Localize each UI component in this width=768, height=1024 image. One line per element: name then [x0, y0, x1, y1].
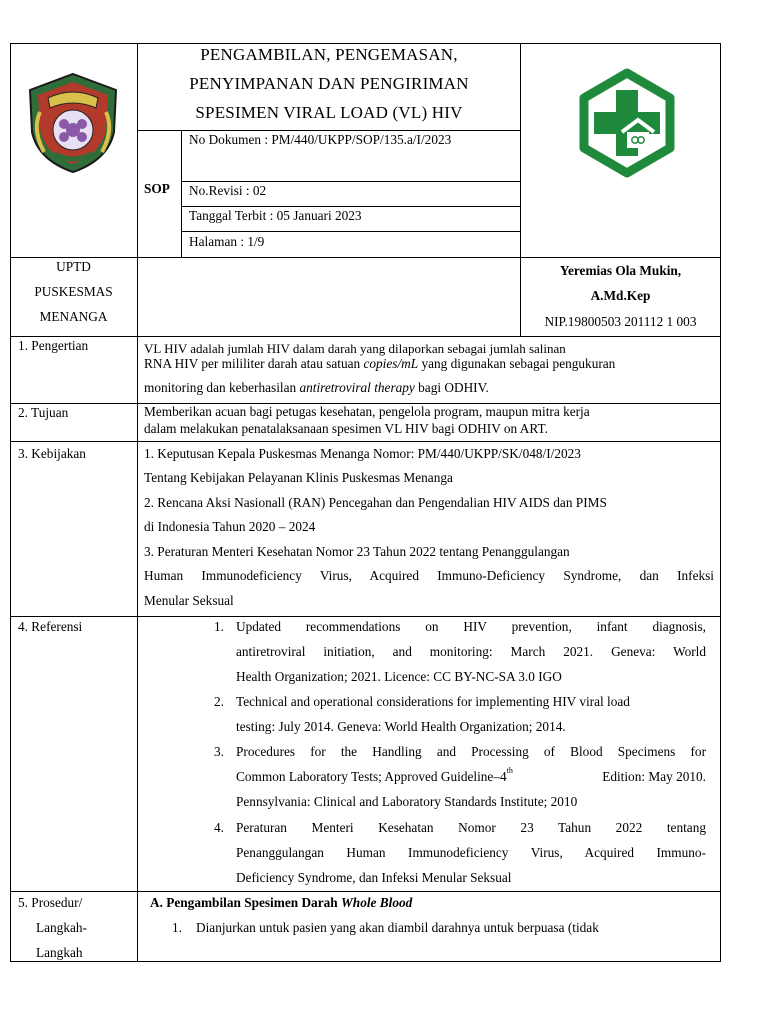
rev-row-rule: [181, 206, 521, 207]
title-bottom-rule: [137, 130, 521, 131]
prosedur-heading-a: A. Pengambilan Spesimen Darah Whole Blood: [150, 895, 413, 910]
label-pengertian: 1. Pengertian: [18, 338, 89, 353]
doc-title-line-2: PENYIMPANAN DAN PENGIRIMAN: [189, 74, 469, 93]
ref-3-line-3: Pennsylvania: Clinical and Laboratory Standards Institute; 2010: [236, 794, 578, 809]
referensi-bottom-rule: [10, 891, 721, 892]
table-border-left: [10, 43, 11, 962]
kebijakan-line-7: Menular Seksual: [144, 593, 234, 608]
regional-crest-logo: [18, 68, 128, 178]
ref-4-line-2: Penanggulangan Human Immunodeficiency Virus, Acquired Immuno-: [236, 845, 706, 860]
signatory-nip: NIP.19800503 201112 1 003: [544, 314, 697, 329]
org-line-puskesmas: PUSKESMAS: [34, 284, 113, 299]
ref-1-number: 1.: [214, 619, 224, 634]
kebijakan-bottom-rule: [10, 616, 721, 617]
sop-divider: [181, 130, 182, 258]
tujuan-line-2: dalam melakukan penatalaksanaan spesimen VL HIV bagi ODHIV on ART.: [144, 421, 548, 436]
ref-4-line-1: Peraturan Menteri Kesehatan Nomor 23 Tahun 2022 tentang: [236, 820, 706, 835]
header-bottom-rule: [10, 257, 721, 258]
ref-3-line-1: Procedures for the Handling and Processing of Blood Specimens for: [236, 744, 706, 759]
doc-title-line-1: PENGAMBILAN, PENGEMASAN,: [200, 45, 458, 64]
signatory-title: A.Md.Kep: [590, 288, 651, 303]
org-bottom-rule: [10, 336, 721, 337]
kebijakan-line-5: 3. Peraturan Menteri Kesehatan Nomor 23 Tahun 2022 tentang Penanggulangan: [144, 544, 570, 559]
prosedur-step-1-text: Dianjurkan untuk pasien yang akan diambil darahnya untuk berpuasa (tidak: [196, 920, 599, 935]
ref-1-line-1: Updated recommendations on HIV prevention, infant diagnosis,: [236, 619, 706, 634]
kebijakan-line-3: 2. Rencana Aksi Nasionall (RAN) Pencegahan dan Pengendalian HIV AIDS dan PIMS: [144, 495, 607, 510]
header-divider-right: [520, 43, 521, 258]
org-line-menanga: MENANGA: [39, 309, 108, 324]
puskesmas-logo: [572, 68, 682, 178]
kebijakan-line-4: di Indonesia Tahun 2020 – 2024: [144, 519, 316, 534]
ref-2-line-1: Technical and operational considerations for implementing HIV viral load: [236, 694, 630, 709]
label-tujuan: 2. Tujuan: [18, 405, 69, 420]
label-referensi: 4. Referensi: [18, 619, 83, 634]
table-border-bottom: [10, 961, 721, 962]
signatory-name: Yeremias Ola Mukin,: [559, 263, 682, 278]
label-column-rule: [137, 257, 138, 962]
pengertian-line-2: RNA HIV per mililiter darah atau satuan copies/mL yang digunakan sebagai pengukuran: [144, 356, 616, 371]
ref-1-line-3: Health Organization; 2021. Licence: CC BY-NC-SA 3.0 IGO: [236, 669, 562, 684]
label-prosedur-line-2: Langkah-: [36, 920, 87, 935]
kebijakan-line-1: 1. Keputusan Kepala Puskesmas Menanga Nomor: PM/440/UKPP/SK/048/I/2023: [144, 446, 581, 461]
ref-4-line-3: Deficiency Syndrome, dan Infeksi Menular Seksual: [236, 870, 512, 885]
halaman: Halaman : 1/9: [189, 234, 265, 249]
sop-label: SOP: [144, 181, 170, 196]
table-border-right: [720, 43, 721, 962]
kebijakan-line-2: Tentang Kebijakan Pelayanan Klinis Puskesmas Menanga: [144, 470, 453, 485]
pengertian-line-1: VL HIV adalah jumlah HIV dalam darah yang dilaporkan sebagai jumlah salinan: [144, 341, 566, 356]
pengertian-line-3: monitoring dan keberhasilan antiretroviral therapy bagi ODHIV.: [144, 380, 489, 395]
label-kebijakan: 3. Kebijakan: [18, 446, 86, 461]
doc-row-rule: [181, 181, 521, 182]
tanggal-terbit: Tanggal Terbit : 05 Januari 2023: [189, 208, 362, 223]
label-prosedur-line-3: Langkah: [36, 945, 83, 960]
no-dokumen: No Dokumen : PM/440/UKPP/SOP/135.a/I/2023: [189, 132, 452, 147]
ref-2-line-2: testing: July 2014. Geneva: World Health Organization; 2014.: [236, 719, 566, 734]
date-row-rule: [181, 231, 521, 232]
ref-2-number: 2.: [214, 694, 224, 709]
ref-4-number: 4.: [214, 820, 224, 835]
table-border-top: [10, 43, 721, 44]
tujuan-line-1: Memberikan acuan bagi petugas kesehatan, pengelola program, maupun mitra kerja: [144, 404, 590, 419]
kebijakan-line-6: Human Immunodeficiency Virus, Acquired Immuno-Deficiency Syndrome, dan Infeksi: [144, 568, 714, 583]
label-prosedur-line-1: 5. Prosedur/: [18, 895, 83, 910]
prosedur-step-1-number: 1.: [172, 920, 182, 935]
ref-3-line-2: Common Laboratory Tests; Approved Guideline–4th Edition: May 2010.: [236, 766, 706, 784]
doc-title-line-3: SPESIMEN VIRAL LOAD (VL) HIV: [195, 103, 463, 122]
ref-3-number: 3.: [214, 744, 224, 759]
tujuan-bottom-rule: [10, 441, 721, 442]
org-line-uptd: UPTD: [56, 259, 91, 274]
no-revisi: No.Revisi : 02: [189, 183, 267, 198]
ref-1-line-2: antiretroviral initiation, and monitoring: March 2021. Geneva: World: [236, 644, 706, 659]
